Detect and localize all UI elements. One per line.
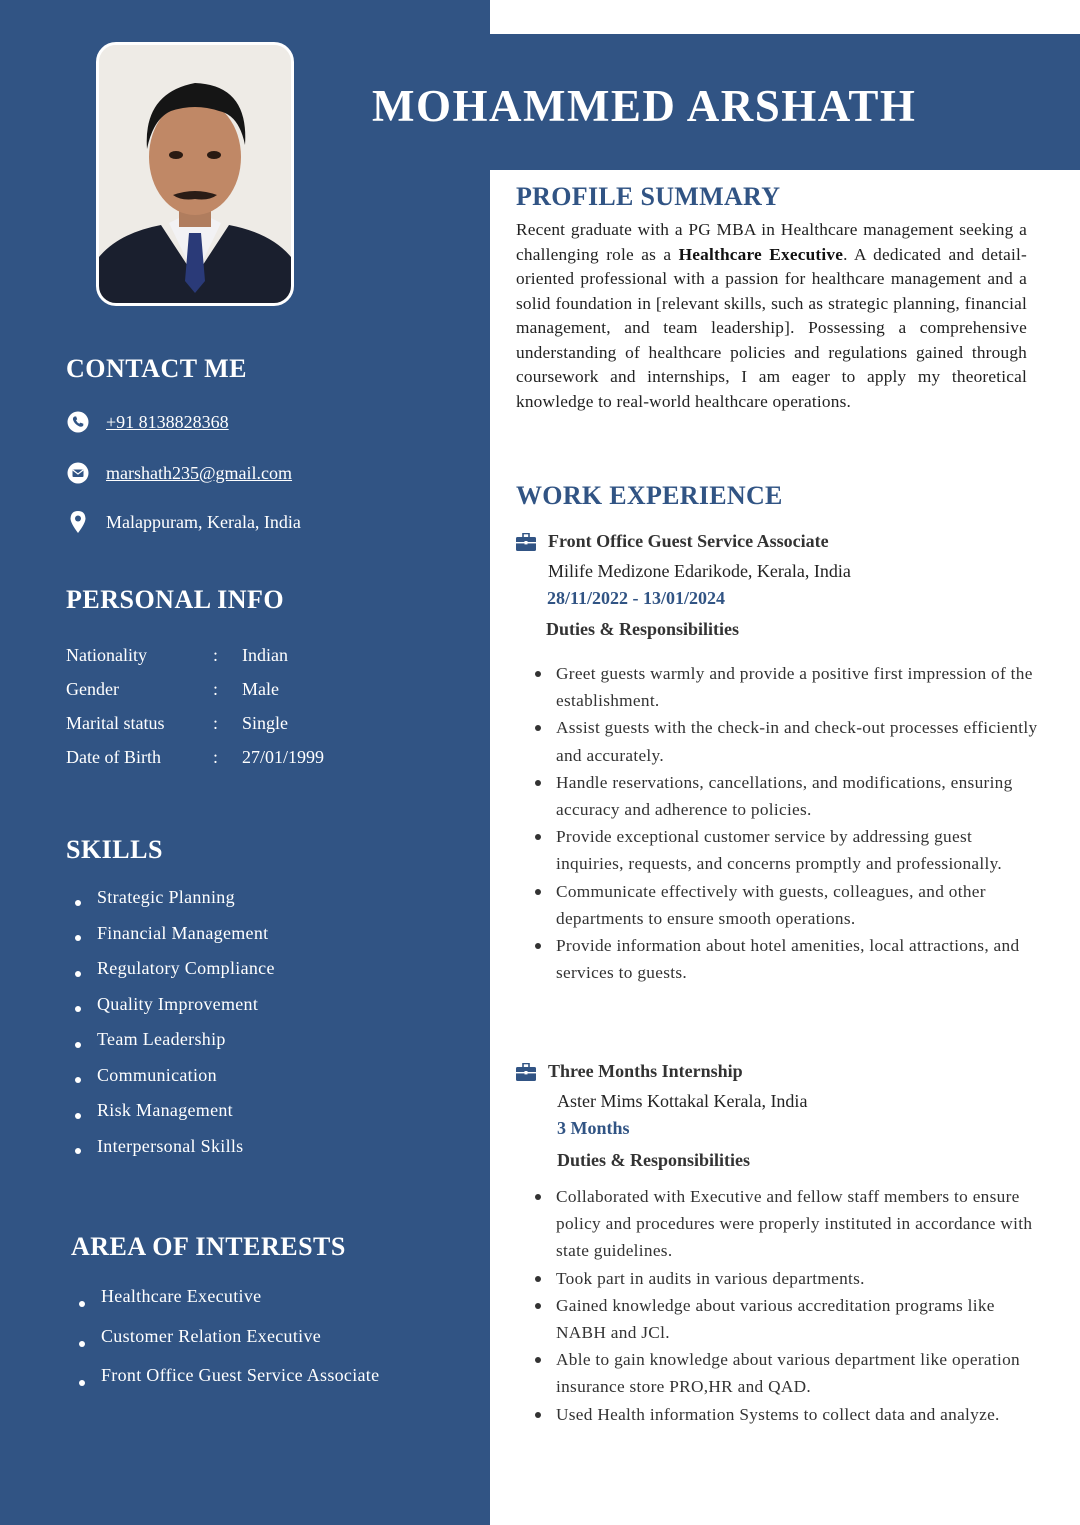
job-title-text: Three Months Internship [548, 1061, 743, 1081]
duties-heading: Duties & Responsibilities [546, 619, 740, 639]
skills-list [66, 885, 275, 1169]
contact-location [66, 509, 301, 535]
email-link[interactable]: marshath235@gmail.com [106, 462, 293, 483]
duty-item: Provide information about hotel amenities, local attractions, and services to guests. [532, 932, 1042, 986]
dob-label: Date of Birth [66, 747, 161, 767]
skill-item: Risk Management [66, 1098, 275, 1134]
email-icon [66, 461, 90, 485]
profile-summary-heading: PROFILE SUMMARY [516, 182, 781, 211]
duties-list [532, 660, 1042, 986]
summary-highlight: Healthcare Executive [678, 244, 844, 264]
skill-item: Financial Management [66, 921, 275, 957]
marital-status-label: Marital status [66, 713, 165, 733]
phone-icon [66, 410, 90, 434]
dob-value: 27/01/1999 [242, 747, 325, 767]
job-title [516, 531, 829, 552]
duties-list [532, 1183, 1042, 1428]
job-title-text: Front Office Guest Service Associate [548, 531, 829, 551]
job-title [516, 1061, 743, 1082]
duty-item: Took part in audits in various departments. [532, 1265, 1042, 1292]
skills-heading: SKILLS [66, 835, 163, 864]
nationality-value: Indian [242, 645, 288, 665]
interests-list [70, 1284, 379, 1403]
phone-link[interactable]: +91 8138828368 [106, 411, 229, 432]
interest-item: Healthcare Executive [70, 1284, 379, 1324]
skill-item: Team Leadership [66, 1027, 275, 1063]
duty-item: Used Health information Systems to collect data and analyze. [532, 1401, 1042, 1428]
job-date: 28/11/2022 - 13/01/2024 [547, 588, 726, 608]
job-place: Milife Medizone Edarikode, Kerala, India [548, 561, 851, 581]
separator: : [213, 645, 219, 665]
location-text: Malappuram, Kerala, India [106, 511, 301, 532]
interests-heading: AREA OF INTERESTS [71, 1232, 346, 1261]
duties-heading: Duties & Responsibilities [557, 1150, 751, 1170]
skill-item: Quality Improvement [66, 992, 275, 1028]
profile-summary-text [516, 218, 1027, 414]
personal-info-heading: PERSONAL INFO [66, 585, 285, 614]
candidate-name: MOHAMMED ARSHATH [372, 81, 917, 131]
separator: : [213, 747, 219, 767]
gender-label: Gender [66, 679, 119, 699]
summary-text-part: . A dedicated and detail-oriented professional with a passion for healthcare management and a solid foundation in [relevant skills, such as strategic planning, financial management, and team leadership]. Possessing a comprehensive understanding of healthcare policies and regulations gained through coursework and internships, I am eager to apply my theoretical knowledge to real-world healthcare operations. [516, 244, 1027, 411]
skill-item: Interpersonal Skills [66, 1134, 275, 1170]
duty-item: Assist guests with the check-in and check-out processes efficiently and accurately. [532, 714, 1042, 768]
separator: : [213, 679, 219, 699]
nationality-label: Nationality [66, 645, 147, 665]
interest-item: Customer Relation Executive [70, 1324, 379, 1364]
personal-info-row [66, 747, 406, 771]
skill-item: Regulatory Compliance [66, 956, 275, 992]
summary-text-part: Recent graduate with a PG MBA in Healthcare management seeking a challenging role as a [516, 220, 1027, 264]
person-portrait-icon [99, 45, 291, 303]
work-experience-heading: WORK EXPERIENCE [516, 481, 783, 510]
duty-item: Provide exceptional customer service by addressing guest inquiries, requests, and concerns promptly and professionally. [532, 823, 1042, 877]
duty-item: Communicate effectively with guests, colleagues, and other departments to ensure smooth operations. [532, 878, 1042, 932]
briefcase-icon [516, 533, 536, 551]
personal-info-row [66, 713, 406, 737]
contact-phone[interactable] [66, 409, 229, 435]
skill-item: Strategic Planning [66, 885, 275, 921]
location-pin-icon [66, 510, 90, 534]
contact-email[interactable] [66, 460, 292, 486]
marital-status-value: Single [242, 713, 289, 733]
duty-item: Collaborated with Executive and fellow staff members to ensure policy and procedures were properly instituted in accordance with state guidelines. [532, 1183, 1042, 1265]
separator: : [213, 713, 219, 733]
skill-item: Communication [66, 1063, 275, 1099]
personal-info-row [66, 679, 406, 703]
profile-photo [96, 42, 294, 306]
job-place: Aster Mims Kottakal Kerala, India [557, 1091, 808, 1111]
gender-value: Male [242, 679, 279, 699]
contact-heading: CONTACT ME [66, 354, 247, 383]
duty-item: Able to gain knowledge about various department like operation insurance store PRO,HR and QAD. [532, 1346, 1042, 1400]
interest-item: Front Office Guest Service Associate [70, 1363, 379, 1403]
duty-item: Handle reservations, cancellations, and modifications, ensuring accuracy and adherence to policies. [532, 769, 1042, 823]
duty-item: Gained knowledge about various accreditation programs like NABH and JCl. [532, 1292, 1042, 1346]
personal-info-row [66, 645, 406, 669]
briefcase-icon [516, 1063, 536, 1081]
job-date: 3 Months [557, 1118, 630, 1138]
duty-item: Greet guests warmly and provide a positive first impression of the establishment. [532, 660, 1042, 714]
